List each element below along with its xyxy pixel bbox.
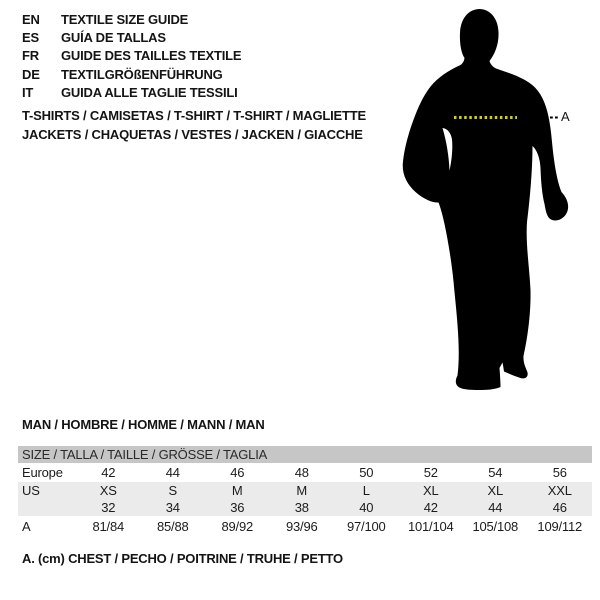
cell: M [270,482,335,499]
size-table [18,446,592,537]
size-table-header-row [18,446,592,463]
cell: 38 [270,499,335,516]
language-code: IT [22,84,34,100]
language-title: GUIDA ALLE TAGLIE TESSILI [61,84,238,100]
cell: 32 [76,499,141,516]
table-row-europe [18,463,592,482]
cell: 44 [463,499,528,516]
language-title: GUÍA DE TALLAS [61,29,166,45]
cell: 42 [399,499,464,516]
cell: 46 [230,465,245,480]
cell: 56 [552,465,567,480]
language-code: DE [22,66,40,82]
language-code: ES [22,29,39,45]
cell: 46 [528,499,593,516]
measure-label-a: A [561,109,570,124]
table-row-chest-a [18,516,592,537]
cell: 50 [359,465,374,480]
language-row-de [22,65,241,83]
language-row-en [22,10,241,28]
cell: S [141,482,206,499]
language-row-es [22,28,241,46]
cell: 52 [423,465,438,480]
cell: 40 [334,499,399,516]
cell: XL [463,482,528,499]
language-title: TEXTILE SIZE GUIDE [61,11,189,27]
cell: 81/84 [92,519,125,534]
cell: XL [399,482,464,499]
cell: M [205,482,270,499]
section-title-man: MAN / HOMBRE / HOMME / MANN / MAN [22,417,265,432]
cell: XS [76,482,141,499]
cell: 42 [101,465,116,480]
row-label [18,499,76,516]
category-jackets: JACKETS / CHAQUETAS / VESTES / JACKEN / GIACCHE [22,127,363,142]
row-label: Europe [22,465,63,480]
cell: 48 [294,465,309,480]
cell: 44 [165,465,180,480]
cell: 93/96 [285,519,318,534]
man-silhouette [400,6,578,394]
language-row-fr [22,47,241,65]
row-label: A [22,519,31,534]
garment-categories [22,106,366,144]
table-row-us-numeric [18,499,592,516]
language-title: TEXTILGRÖßENFÜHRUNG [61,66,223,82]
table-row-us [18,482,592,499]
cell: 36 [205,499,270,516]
language-list [22,10,241,101]
cell: 105/108 [472,519,519,534]
cell: 85/88 [156,519,189,534]
category-tshirts: T-SHIRTS / CAMISETAS / T-SHIRT / T-SHIRT / MAGLIETTE [22,108,366,123]
language-title: GUIDE DES TAILLES TEXTILE [61,48,242,64]
footnote-chest: A. (cm) CHEST / PECHO / POITRINE / TRUHE / PETTO [22,551,343,566]
cell: 54 [488,465,503,480]
cell: 109/112 [537,519,583,534]
language-row-it [22,83,241,101]
cell: XXL [528,482,593,499]
language-code: EN [22,11,40,27]
row-label: US [18,482,76,499]
cell: 34 [141,499,206,516]
cell: 101/104 [407,519,454,534]
cell: 89/92 [221,519,254,534]
cell: L [334,482,399,499]
language-code: FR [22,48,39,64]
size-table-header: SIZE / TALLA / TAILLE / GRÖSSE / TAGLIA [18,446,592,463]
cell: 97/100 [346,519,386,534]
man-silhouette-shape [403,9,568,390]
